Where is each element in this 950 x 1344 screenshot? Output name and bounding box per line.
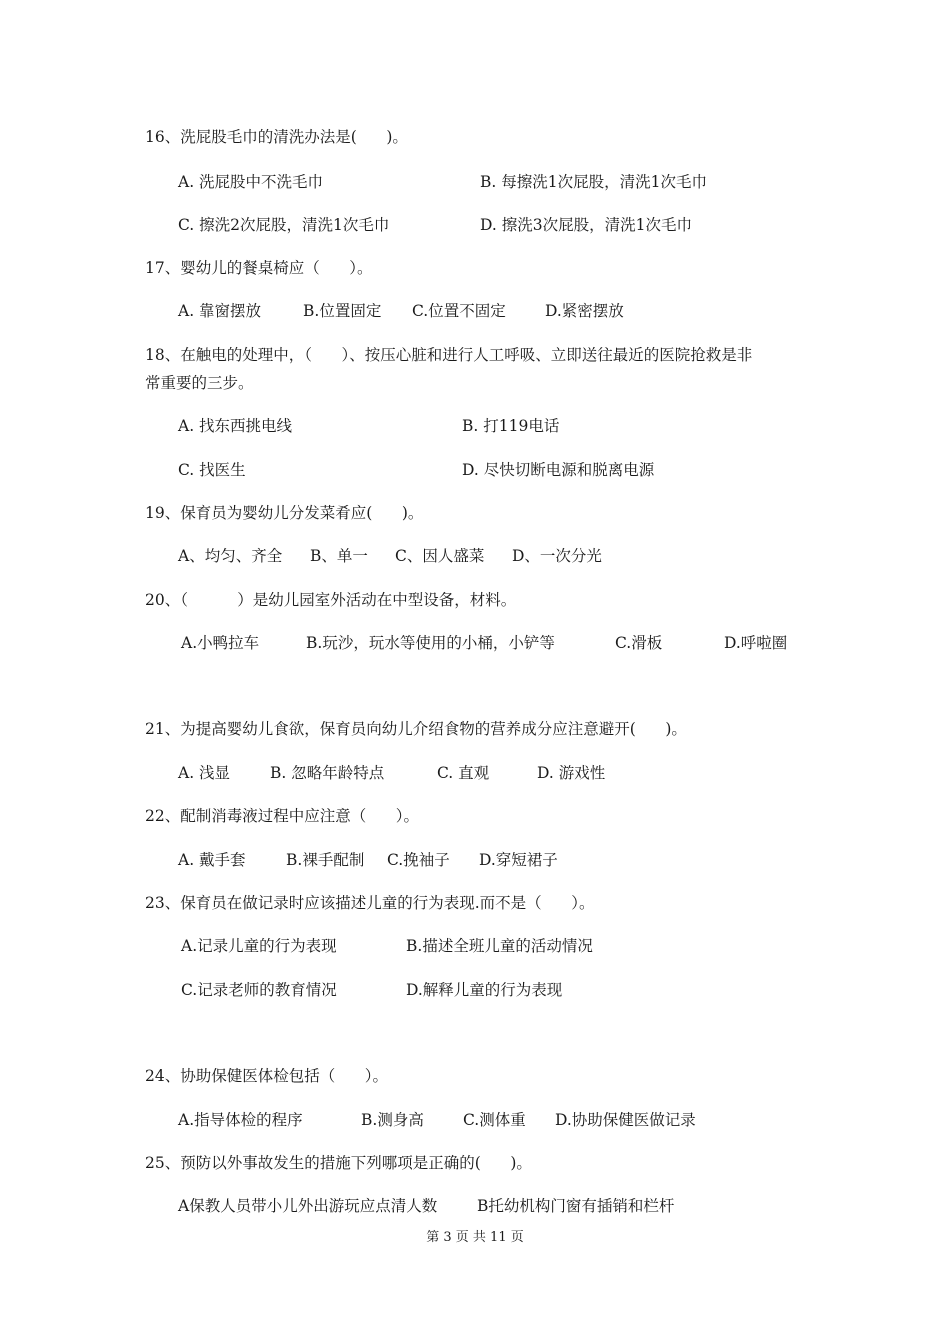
question-16-option-b: B. 每擦洗1次屁股，清洗1次毛巾	[480, 173, 707, 191]
question-17-option-b: B.位置固定	[303, 302, 382, 320]
question-19-option-b: B、单一	[310, 547, 368, 565]
question-20-option-c: C.滑板	[615, 634, 663, 652]
question-21-option-b: B. 忽略年龄特点	[270, 764, 385, 782]
question-20-option-d: D.呼啦圈	[724, 634, 788, 652]
question-19-option-a: A、均匀、齐全	[178, 547, 283, 565]
question-22-option-b: B.裸手配制	[286, 851, 365, 869]
page-number-footer: 第 3 页 共 11 页	[426, 1230, 524, 1245]
question-17-option-d: D.紧密摆放	[545, 302, 624, 320]
question-23-option-d: D.解释儿童的行为表现	[406, 981, 563, 999]
question-16-stem: 16、洗屁股毛巾的清洗办法是( )。	[145, 128, 408, 146]
question-18-stem: 18、在触电的处理中，（ ）、按压心脏和进行人工呼吸、立即送往最近的医院抢救是非	[145, 346, 753, 364]
question-16-option-d: D. 擦洗3次屁股，清洗1次毛巾	[480, 216, 692, 234]
question-25-option-b: B托幼机构门窗有插销和栏杆	[477, 1197, 675, 1215]
question-22-stem: 22、配制消毒液过程中应注意（ ）。	[145, 807, 420, 825]
question-20-option-b: B.玩沙，玩水等使用的小桶，小铲等	[306, 634, 555, 652]
question-24-option-d: D.协助保健医做记录	[555, 1111, 696, 1129]
question-19-option-d: D、一次分光	[512, 547, 602, 565]
question-24-stem: 24、协助保健医体检包括（ ）。	[145, 1067, 389, 1085]
question-23-option-a: A.记录儿童的行为表现	[181, 937, 337, 955]
question-18-stem-continued: 常重要的三步。	[145, 374, 254, 392]
question-21-option-c: C. 直观	[437, 764, 490, 782]
question-23-stem: 23、保育员在做记录时应该描述儿童的行为表现.而不是（ ）。	[145, 894, 595, 912]
question-25-option-a: A保教人员带小儿外出游玩应点清人数	[178, 1197, 438, 1215]
question-18-option-b: B. 打119电话	[462, 417, 560, 435]
question-20-option-a: A.小鸭拉车	[181, 634, 260, 652]
question-17-option-a: A. 靠窗摆放	[178, 302, 262, 320]
question-18-option-c: C. 找医生	[178, 461, 246, 479]
question-19-option-c: C、因人盛菜	[395, 547, 485, 565]
question-21-option-a: A. 浅显	[178, 764, 231, 782]
question-20-stem: 20、（ ）是幼儿园室外活动在中型设备，材料。	[145, 591, 517, 609]
question-17-stem: 17、婴幼儿的餐桌椅应（ ）。	[145, 259, 373, 277]
question-22-option-a: A. 戴手套	[178, 851, 246, 869]
question-18-option-a: A. 找东西挑电线	[178, 417, 293, 435]
question-16-option-a: A. 洗屁股中不洗毛巾	[178, 173, 324, 191]
question-23-option-c: C.记录老师的教育情况	[181, 981, 337, 999]
question-18-option-d: D. 尽快切断电源和脱离电源	[462, 461, 655, 479]
question-25-stem: 25、预防以外事故发生的措施下列哪项是正确的( )。	[145, 1154, 532, 1172]
question-17-option-c: C.位置不固定	[412, 302, 506, 320]
question-21-option-d: D. 游戏性	[537, 764, 606, 782]
question-22-option-c: C.挽袖子	[387, 851, 450, 869]
question-16-option-c: C. 擦洗2次屁股，清洗1次毛巾	[178, 216, 390, 234]
question-23-option-b: B.描述全班儿童的活动情况	[406, 937, 593, 955]
question-24-option-b: B.测身高	[361, 1111, 424, 1129]
question-19-stem: 19、保育员为婴幼儿分发菜肴应( )。	[145, 504, 424, 522]
question-21-stem: 21、为提高婴幼儿食欲，保育员向幼儿介绍食物的营养成分应注意避开( )。	[145, 720, 687, 738]
question-22-option-d: D.穿短裙子	[479, 851, 558, 869]
question-24-option-a: A.指导体检的程序	[178, 1111, 303, 1129]
question-24-option-c: C.测体重	[463, 1111, 526, 1129]
